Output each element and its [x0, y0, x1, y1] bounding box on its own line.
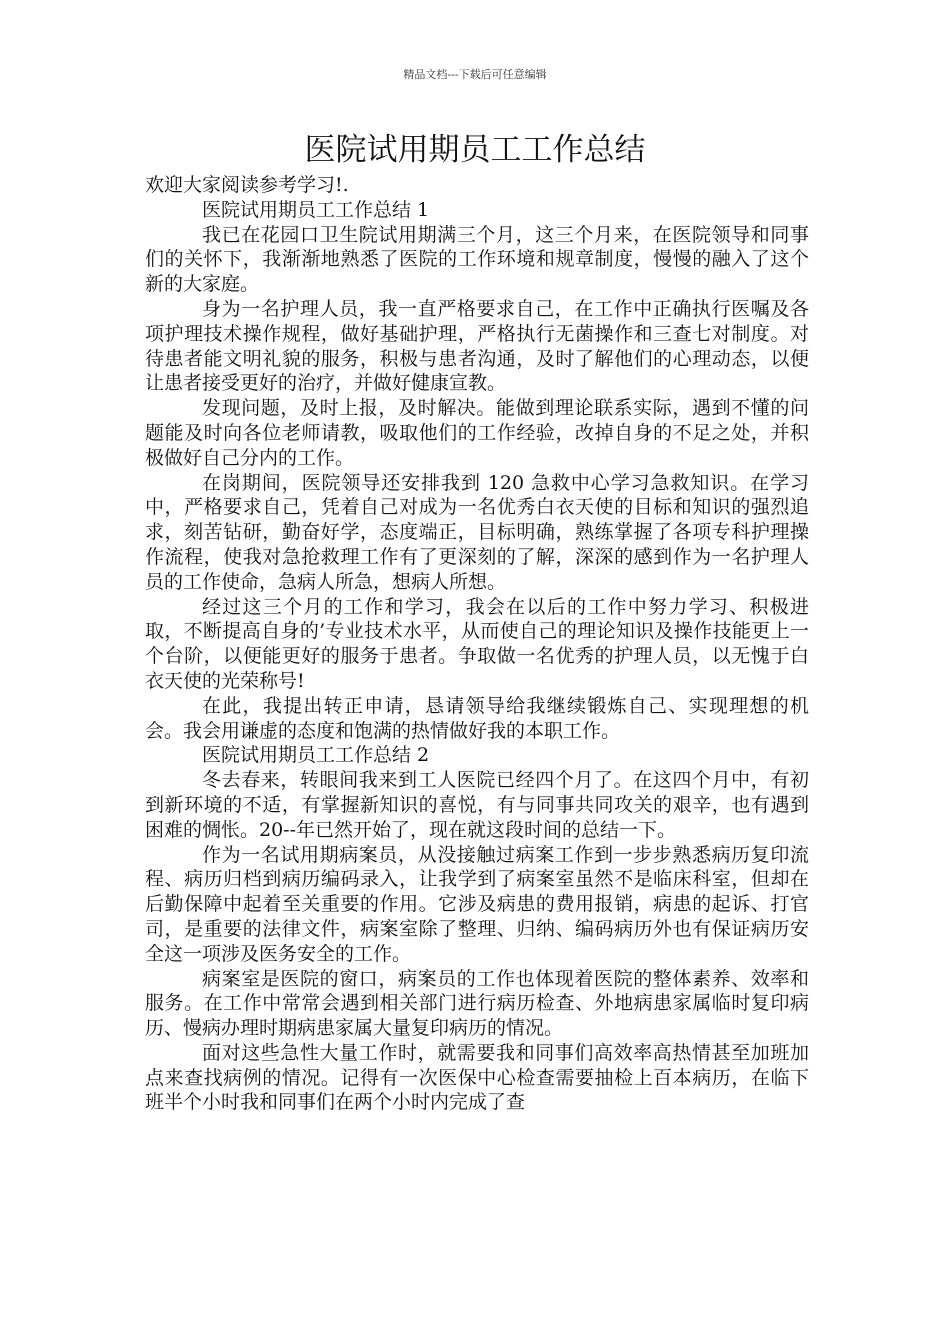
paragraph: 经过这三个月的工作和学习，我会在以后的工作中努力学习、积极进取，不断提高自身的’专业技术水平，从而使自己的理论知识及操作技能更上一个台阶，以便能更好的服务于患者。争取做一名优秀的护理人员，以无愧于白衣天使的光荣称号!	[145, 595, 809, 692]
paragraph: 病案室是医院的窗口，病案员的工作也体现着医院的整体素养、效率和服务。在工作中常常会遇到相关部门进行病历检查、外地病患家属临时复印病历、慢病办理时期病患家属大量复印病历的情况。	[145, 967, 809, 1040]
page-header: 精品文档---下载后可任意编辑	[403, 68, 547, 81]
paragraph: 发现问题，及时上报，及时解决。能做到理论联系实际，遇到不懂的问题能及时向各位老师请教，吸取他们的工作经验，改掉自身的不足之处，并积极做好自己分内的工作。	[145, 397, 809, 469]
paragraph: 在此，我提出转正申请，恳请领导给我继续锻炼自己、实现理想的机会。我会用谦虚的态度和饱满的热情做好我的本职工作。	[145, 694, 809, 742]
paragraph: 身为一名护理人员，我一直严格要求自己，在工作中正确执行医嘱及各项护理技术操作规程，做好基础护理，严格执行无菌操作和三查七对制度。对待患者能文明礼貌的服务，积极与患者沟通，及时了解他们的心理动态，以便让患者接受更好的治疗，并做好健康宣教。	[145, 297, 809, 395]
paragraph: 冬去春来，转眼间我来到工人医院已经四个月了。在这四个月中，有初到新环境的不适，有掌握新知识的喜悦，有与同事共同攻关的艰辛，也有遇到困难的惆怅。20--年已然开始了，现在就这段时间的总结一下。	[145, 769, 809, 841]
paragraph: 面对这些急性大量工作时，就需要我和同事们高效率高热情甚至加班加点来查找病例的情况。记得有一次医保中心检查需要抽检上百本病历，在临下班半个小时我和同事们在两个小时内完成了查	[145, 1041, 809, 1114]
paragraph-intro: 欢迎大家阅读参考学习!.	[145, 174, 349, 196]
paragraph: 我已在花园口卫生院试用期满三个月，这三个月来，在医院领导和同事们的关怀下，我渐渐地熟悉了医院的工作环境和规章制度，慢慢的融入了这个新的大家庭。	[145, 223, 809, 296]
paragraph: 作为一名试用期病案员，从没接触过病案工作到一步步熟悉病历复印流程、病历归档到病历编码录入，让我学到了病案室虽然不是临床科室，但却在后勤保障中起着至关重要的作用。它涉及病患的费用报销，病患的起诉、打官司，是重要的法律文件，病案室除了整理、归纳、编码病历外也有保证病历安全这一项涉及医务安全的工作。	[145, 843, 809, 965]
document-body	[145, 173, 809, 1115]
section-heading-2: 医院试用期员工工作总结 2	[202, 744, 430, 767]
paragraph: 在岗期间，医院领导还安排我到 120 急救中心学习急救知识。在学习中，严格要求自己，凭着自己对成为一名优秀白衣天使的目标和知识的强烈追求，刻苦钻研，勤奋好学，态度端正，目标明确，熟练掌握了各项专科护理操作流程，使我对急抢救理工作有了更深刻的了解，深深的感到作为一名护理人员的工作使命，急病人所急，想病人所想。	[145, 471, 809, 593]
document-title: 医院试用期员工工作总结	[304, 132, 646, 168]
section-heading-1: 医院试用期员工工作总结 1	[202, 198, 430, 221]
